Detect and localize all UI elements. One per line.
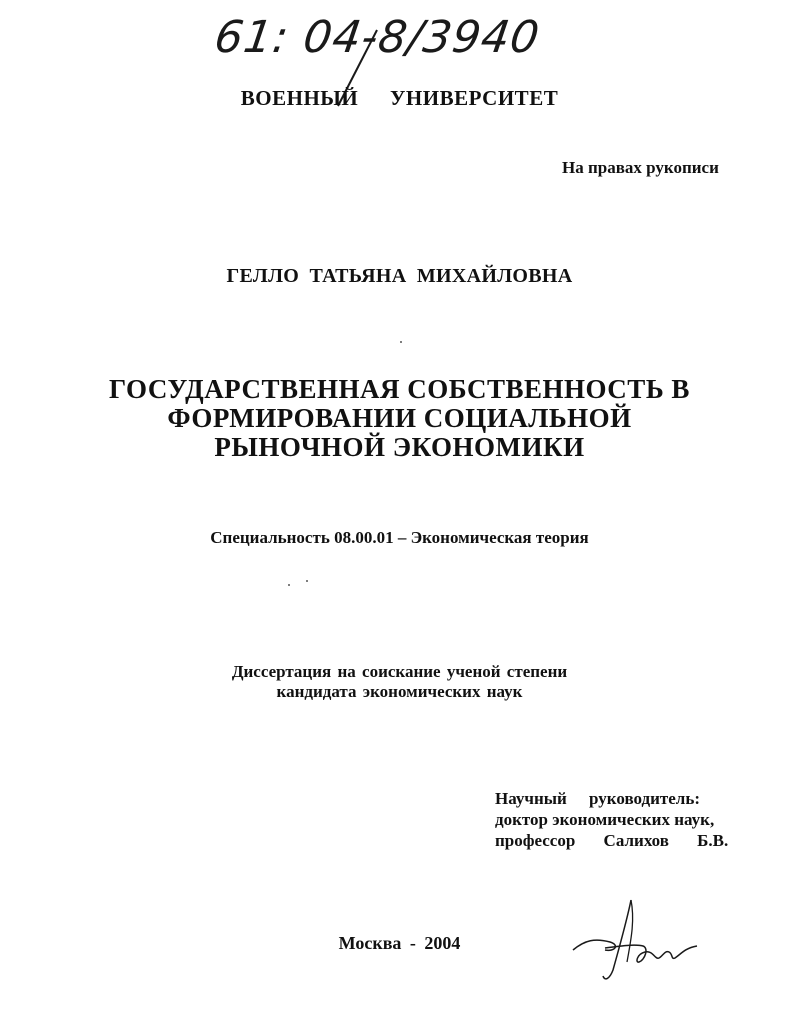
- manuscript-rights-note: На правах рукописи: [562, 158, 719, 177]
- scientific-supervisor: [495, 788, 728, 851]
- handwritten-archive-number: 61: 04-8/3940: [211, 12, 544, 63]
- title-line-1: ГОСУДАРСТВЕННАЯ СОБСТВЕННОСТЬ В: [109, 374, 690, 404]
- speciality-line: Специальность 08.00.01 – Экономическая теория: [210, 528, 589, 547]
- supervisor-line-3: профессор Салихов Б.В.: [495, 831, 729, 850]
- supervisor-line-2: доктор экономических наук,: [495, 810, 715, 829]
- title-line-3: РЫНОЧНОЙ ЭКОНОМИКИ: [214, 432, 585, 462]
- scan-speck: [306, 580, 308, 582]
- degree-statement: [0, 662, 799, 702]
- scan-speck: [288, 584, 290, 586]
- supervisor-line-1: Научный руководитель:: [495, 789, 700, 808]
- author-name: ГЕЛЛО ТАТЬЯНА МИХАЙЛОВНА: [226, 265, 573, 287]
- university-name: ВОЕННЫЙ УНИВЕРСИТЕТ: [240, 86, 559, 110]
- title-line-2: ФОРМИРОВАНИИ СОЦИАЛЬНОЙ: [167, 403, 632, 433]
- city-and-year: Москва - 2004: [338, 933, 461, 953]
- degree-line-1: Диссертация на соискание ученой степени: [231, 662, 568, 681]
- scan-speck: [400, 341, 402, 343]
- handwritten-signature: [565, 890, 705, 990]
- degree-line-2: кандидата экономических наук: [276, 682, 523, 701]
- dissertation-title: [0, 375, 799, 462]
